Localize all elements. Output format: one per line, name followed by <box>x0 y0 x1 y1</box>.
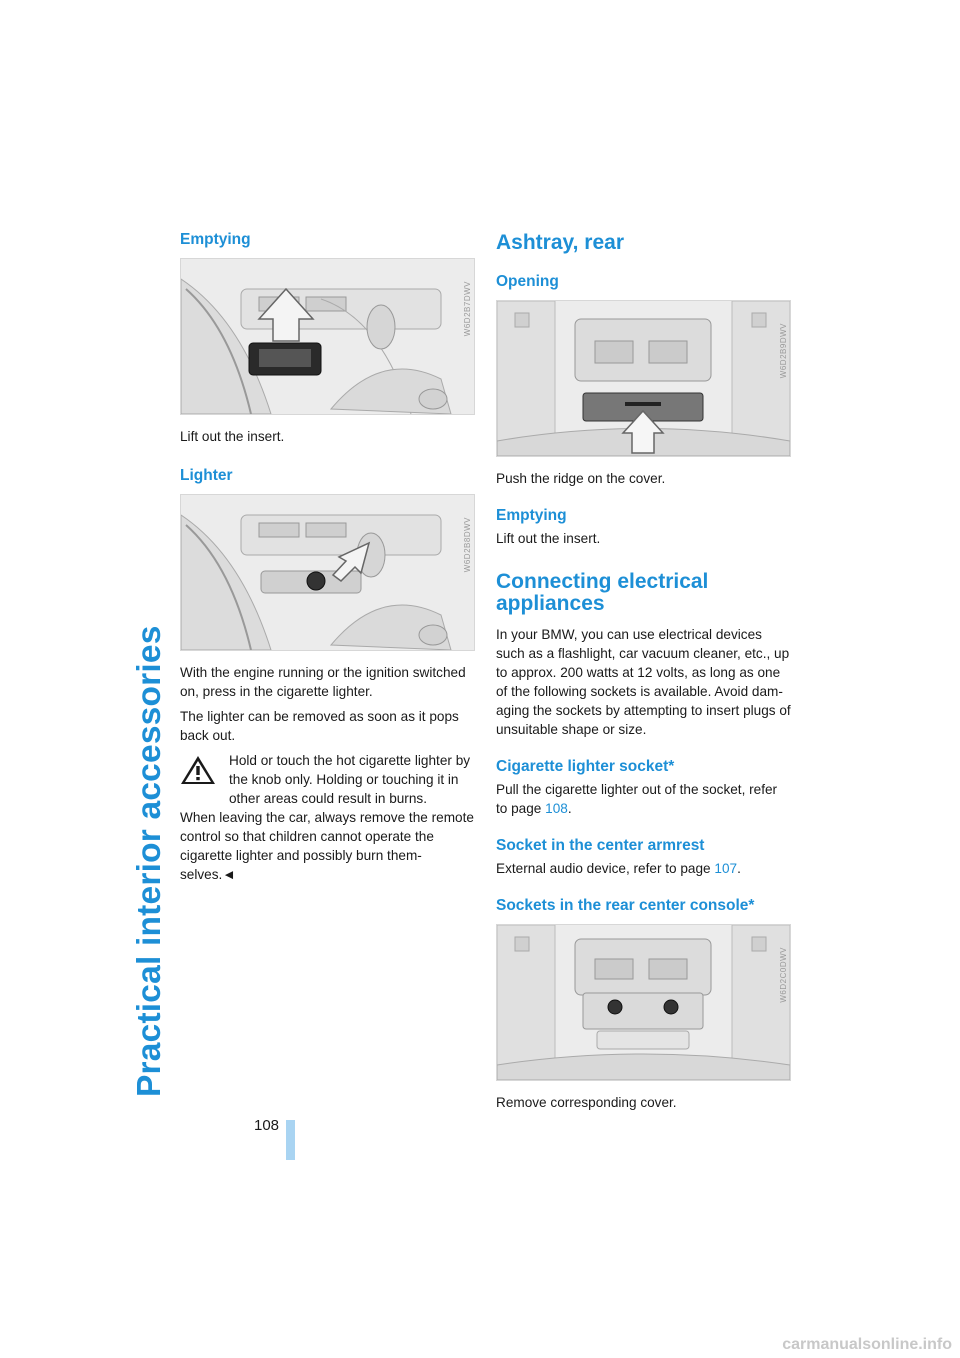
side-section-title: Practical interior accessories <box>131 625 168 1097</box>
rear-ashtray-drawing <box>497 301 790 456</box>
lighter-drawing <box>181 495 474 650</box>
page-107-link[interactable]: 107 <box>714 861 738 876</box>
rear-console-sockets-heading: Sockets in the rear center console* <box>496 897 755 914</box>
figure-code: W6D2B9DWV <box>779 323 788 379</box>
page-108-link[interactable]: 108 <box>545 801 568 816</box>
lighter-text-1: With the engine running or the ignition switched on, press in the cigarette lighter. <box>180 665 466 699</box>
figure-code: W6D2C0DWV <box>779 947 788 1003</box>
ashtray-front-drawing <box>181 259 474 414</box>
opening-text: Push the ridge on the cover. <box>496 471 666 486</box>
footer-watermark: carmanualsonline.info <box>782 1336 952 1353</box>
emptying-illustration <box>180 258 475 415</box>
rear-emptying-heading: Emptying <box>496 507 567 524</box>
warning-note <box>180 751 476 884</box>
emptying-text: Lift out the insert. <box>180 429 285 444</box>
figure-code: W6D2B8DWV <box>463 517 472 573</box>
rear-emptying-text: Lift out the insert. <box>496 531 601 546</box>
emptying-heading: Emptying <box>180 231 251 248</box>
armrest-socket-text: External audio device, refer to page 107. <box>496 861 741 876</box>
lighter-heading: Lighter <box>180 467 233 484</box>
ashtray-rear-heading: Ashtray, rear <box>496 231 625 254</box>
opening-heading: Opening <box>496 273 559 290</box>
armrest-socket-text-content: External audio device, refer to page <box>496 861 715 876</box>
rear-console-drawing <box>497 925 790 1080</box>
cigarette-socket-heading: Cigarette lighter socket* <box>496 758 675 775</box>
left-column <box>180 230 476 884</box>
page-number-bar <box>286 1120 295 1160</box>
warning-text-1-content: Hold or touch the hot cigarette lighter by the knob only. Holding or touching it in other areas could result in burns. <box>229 753 471 806</box>
warning-text-2: When leaving the car, always remove the remote control so that children cannot operate the cigarette lighter and possibly burn them-selves.◄ <box>180 810 474 882</box>
connecting-text: In your BMW, you can use electrical devices such as a flashlight, car vacuum cleaner, etc., up to approx. 200 watts at 12 volts, as long as one of the following sockets is available. Avoid dam-aging the sockets by attempting to insert plugs of unsuitable shape or size. <box>496 627 791 737</box>
cigarette-socket-text-content: Pull the cigarette lighter out of the socket, refer to page <box>496 782 778 816</box>
armrest-socket-heading: Socket in the center armrest <box>496 837 705 854</box>
opening-illustration <box>496 300 791 457</box>
cigarette-socket-text: Pull the cigarette lighter out of the socket, refer to page 108. <box>496 782 778 816</box>
lighter-illustration <box>180 494 475 651</box>
right-column <box>496 230 792 1112</box>
rear-console-illustration <box>496 924 791 1081</box>
warning-triangle-icon <box>180 755 216 785</box>
page-number: 108 <box>254 1117 280 1134</box>
warning-text-1 <box>180 751 476 808</box>
lighter-text-2: The lighter can be removed as soon as it pops back out. <box>180 709 459 743</box>
connecting-heading: Connecting electrical appliances <box>496 570 709 615</box>
figure-code: W6D2B7DWV <box>463 281 472 337</box>
rear-console-text: Remove corresponding cover. <box>496 1095 677 1110</box>
